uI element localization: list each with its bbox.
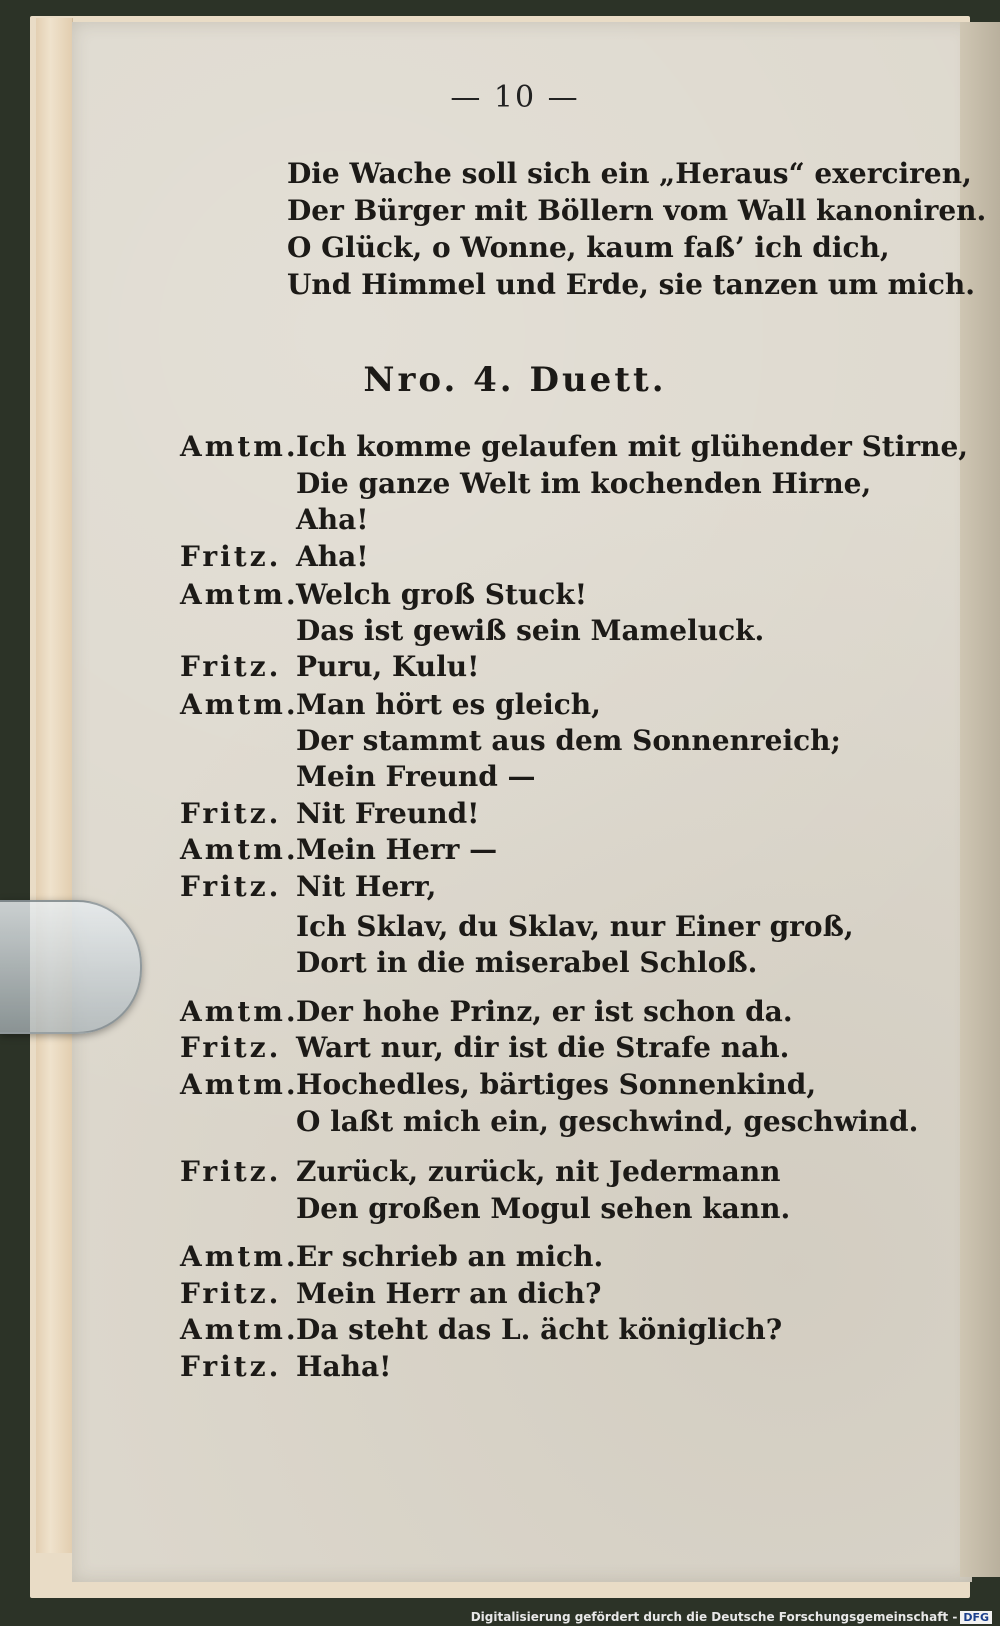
dialog-text: Aha! [296,540,369,573]
verse-line: O Glück, o Wonne, kaum faß’ ich dich, [287,231,890,264]
dialog-text: Ich Sklav, du Sklav, nur Einer groß, [296,910,854,943]
dialog-text: Er schrieb an mich. [296,1240,604,1273]
dialog-text: Man hört es gleich, [296,688,601,721]
section-heading: Nro. 4. Duett. [363,360,667,400]
verse-line: Und Himmel und Erde, sie tanzen um mich. [287,268,976,301]
verse-line: Der Bürger mit Böllern vom Wall kanoniren. [287,194,987,227]
dialog-text: Mein Herr — [296,833,498,866]
dialog-text: Nit Freund! [296,797,480,830]
credit-text: Digitalisierung gefördert durch die Deutsche Forschungsgemeinschaft - [470,1610,958,1624]
speaker-name: Fritz. [180,870,282,903]
speaker-name: Amtm. [180,430,299,463]
dialog-text: Wart nur, dir ist die Strafe nah. [296,1031,790,1064]
dialog-text: O laßt mich ein, geschwind, geschwind. [296,1105,919,1138]
dialog-text: Mein Herr an dich? [296,1277,602,1310]
dialog-text: Nit Herr, [296,870,437,903]
dialog-text: Puru, Kulu! [296,650,480,683]
dialog-text: Haha! [296,1350,392,1383]
speaker-name: Fritz. [180,1277,282,1310]
page-edge [36,18,73,1553]
dfg-logo: DFG [960,1611,992,1624]
dialog-text: Den großen Mogul sehen kann. [296,1192,791,1225]
digitization-credit [471,1610,992,1624]
dialog-text: Der hohe Prinz, er ist schon da. [296,995,793,1028]
dialog-text: Hochedles, bärtiges Sonnenkind, [296,1068,817,1101]
speaker-name: Amtm. [180,1240,299,1273]
speaker-name: Amtm. [180,833,299,866]
dialog-text: Der stammt aus dem Sonnenreich; [296,724,841,757]
dialog-text: Die ganze Welt im kochenden Hirne, [296,467,872,500]
dialog-text: Das ist gewiß sein Mameluck. [296,614,765,647]
speaker-name: Fritz. [180,1031,282,1064]
glass-page-weight [0,900,142,1034]
verse-block [287,155,986,303]
speaker-name: Fritz. [180,1350,282,1383]
page-number: — 10 — [450,80,580,115]
dialog-text: Aha! [296,503,369,536]
speaker-name: Amtm. [180,578,299,611]
speaker-name: Fritz. [180,797,282,830]
speaker-name: Amtm. [180,995,299,1028]
dialog-text: Zurück, zurück, nit Jedermann [296,1155,781,1188]
dialog-text: Da steht das L. ächt königlich? [296,1313,783,1346]
speaker-name: Fritz. [180,540,282,573]
dialog-text: Ich komme gelaufen mit glühender Stirne, [296,430,969,463]
dialog-text: Welch groß Stuck! [296,578,588,611]
speaker-name: Amtm. [180,688,299,721]
speaker-name: Amtm. [180,1068,299,1101]
dialog-text: Mein Freund — [296,760,536,793]
dialog-text: Dort in die miserabel Schloß. [296,946,758,979]
speaker-name: Fritz. [180,1155,282,1188]
speaker-name: Amtm. [180,1313,299,1346]
speaker-name: Fritz. [180,650,282,683]
verse-line: Die Wache soll sich ein „Heraus“ exerciren, [287,157,972,190]
